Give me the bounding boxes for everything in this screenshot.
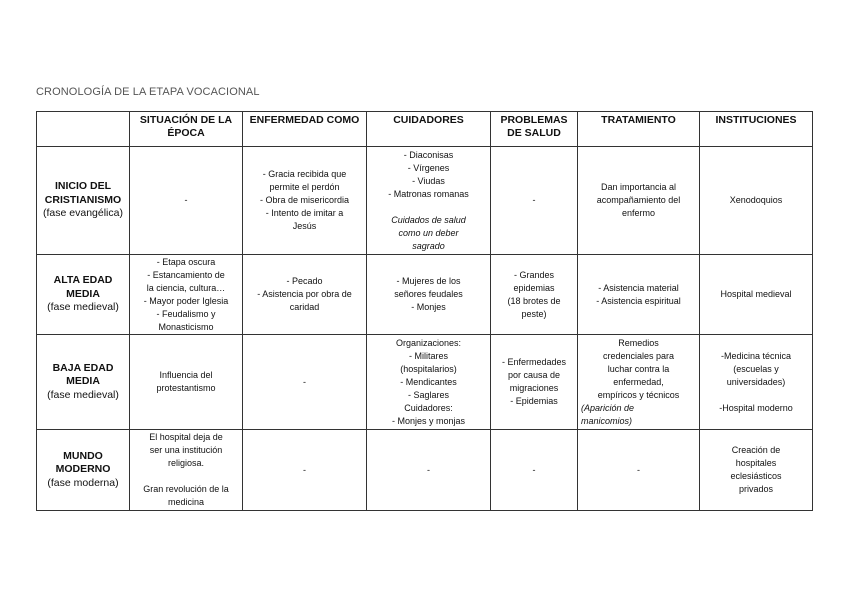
cell-line: - Obra de misericordia: [259, 195, 350, 205]
instituciones-cell: Hospital medieval: [700, 255, 813, 335]
cell-line: - Diaconisas: [403, 149, 454, 160]
cell-line: - Monjes y monjas: [391, 415, 466, 426]
cell-line: - Monjes: [411, 302, 446, 312]
cell-line: luchar contra la: [607, 363, 670, 374]
cell-line: - Enfermedades: [501, 357, 567, 367]
table-row: [37, 147, 813, 255]
situacion-cell: [130, 335, 243, 430]
cell-note-line: sagrado: [412, 240, 445, 251]
cell-line: - Mujeres de los: [396, 276, 461, 286]
cell-line: señores feudales: [394, 289, 463, 299]
cell-line: Jesús: [292, 221, 317, 231]
cell-line: enfermo: [621, 208, 656, 218]
header-empty: [37, 112, 130, 147]
cell-line: (18 brotes de: [507, 295, 561, 306]
situacion-cell: -: [130, 147, 243, 255]
cuidadores-cell: [367, 147, 491, 255]
period-title: INICIO DEL CRISTIANISMO: [44, 180, 122, 206]
header-situacion: SITUACIÓN DE LA ÉPOCA: [130, 112, 243, 147]
cell-line: Dan importancia al: [600, 182, 677, 192]
period-cell: [37, 430, 130, 511]
header-tratamiento: TRATAMIENTO: [578, 112, 700, 147]
problemas-cell: -: [491, 430, 578, 511]
cell-line: - Asistencia por obra de: [257, 289, 352, 299]
period-subtitle: (fase medieval): [47, 388, 119, 401]
chronology-table: [36, 111, 813, 511]
cell-line: - Estancamiento de: [147, 269, 225, 280]
period-subtitle: (fase evangélica): [43, 207, 123, 220]
header-problemas: PROBLEMAS DE SALUD: [491, 112, 578, 147]
tratamiento-cell: [578, 335, 700, 430]
cell-line: -Medicina técnica: [720, 350, 792, 361]
cell-line: la ciencia, cultura…: [146, 282, 226, 293]
cell-line: - Asistencia espiritual: [596, 295, 681, 306]
header-cuidadores: CUIDADORES: [367, 112, 491, 147]
cell-line: (escuelas y: [733, 363, 779, 374]
cell-line: - Epidemias: [510, 396, 558, 406]
cuidadores-cell: -: [367, 430, 491, 511]
cuidadores-cell: [367, 255, 491, 335]
header-instituciones: INSTITUCIONES: [700, 112, 813, 147]
header-enfermedad: ENFERMEDAD COMO: [243, 112, 367, 147]
cell-line: - Intento de imitar a: [265, 208, 344, 218]
situacion-cell: [130, 430, 243, 511]
cell-line: por causa de: [507, 370, 561, 380]
cell-line: permite el perdón: [269, 182, 340, 192]
cell-line: - Mendicantes: [400, 376, 457, 387]
cell-line: peste): [521, 308, 547, 319]
period-cell: [37, 147, 130, 255]
problemas-cell: [491, 335, 578, 430]
cell-line: epidemias: [513, 282, 555, 293]
cell-line: protestantismo: [156, 383, 216, 393]
cell-line: Gran revolución de la: [143, 484, 229, 494]
cell-line: - Gracia recibida que: [262, 169, 347, 179]
cell-line: - Mayor poder Iglesia: [143, 295, 229, 306]
cell-line: privados: [738, 484, 774, 494]
period-title: MUNDO MODERNO: [55, 449, 111, 476]
cell-line: - Saglares: [407, 389, 450, 400]
cell-line: acompañamiento del: [596, 195, 681, 205]
instituciones-cell: Xenodoquios: [700, 147, 813, 255]
cell-line: Cuidadores:: [404, 402, 453, 413]
cell-line: medicina: [167, 497, 205, 507]
enfermedad-cell: [243, 255, 367, 335]
cell-line: Organizaciones:: [395, 337, 462, 348]
cell-line: Remedios: [618, 337, 659, 348]
period-cell: [37, 335, 130, 430]
situacion-cell: [130, 255, 243, 335]
cell-line: - Militares: [408, 350, 448, 361]
cell-line: enfermedad,: [613, 376, 664, 387]
cell-line: - Pecado: [286, 276, 323, 286]
cell-line: - Grandes: [513, 269, 555, 280]
cell-line: Creación de: [731, 445, 781, 455]
cell-line: universidades): [726, 376, 786, 387]
spacer: [703, 389, 809, 402]
cell-line: - Etapa oscura: [156, 256, 216, 267]
cell-line: Influencia del: [159, 370, 213, 380]
table-row: [37, 335, 813, 430]
document-title: CRONOLOGÍA DE LA ETAPA VOCACIONAL: [36, 86, 260, 98]
cell-line: (hospitalarios): [400, 363, 457, 374]
tratamiento-cell: [578, 255, 700, 335]
cell-note-line: Cuidados de salud: [391, 214, 466, 225]
cell-note-line: (Aparición de: [581, 402, 635, 413]
cell-line: - Asistencia material: [598, 282, 679, 293]
table-header-row: [37, 112, 813, 147]
cell-line: caridad: [289, 302, 320, 312]
cell-line: migraciones: [509, 383, 559, 393]
table-row: [37, 430, 813, 511]
cell-line: - Vírgenes: [407, 162, 450, 173]
period-title: BAJA EDAD MEDIA: [52, 361, 114, 388]
period-title: ALTA EDAD MEDIA: [53, 274, 113, 300]
cell-line: -Hospital moderno: [719, 402, 793, 413]
problemas-cell: -: [491, 147, 578, 255]
cell-line: El hospital deja de: [149, 432, 223, 442]
tratamiento-cell: -: [578, 430, 700, 511]
period-cell: [37, 255, 130, 335]
instituciones-cell: [700, 430, 813, 511]
table-row: [37, 255, 813, 335]
enfermedad-cell: -: [243, 335, 367, 430]
period-subtitle: (fase moderna): [47, 476, 119, 489]
cell-line: credenciales para: [602, 350, 675, 361]
period-subtitle: (fase medieval): [47, 301, 119, 314]
cell-note-line: manicomios): [581, 415, 633, 426]
tratamiento-cell: [578, 147, 700, 255]
spacer: [370, 201, 487, 214]
instituciones-cell: [700, 335, 813, 430]
cell-line: religiosa.: [167, 458, 205, 468]
cell-line: - Feudalismo y: [156, 308, 216, 319]
cell-line: eclesiásticos: [730, 471, 782, 481]
spacer: [133, 470, 239, 483]
cell-line: empíricos y técnicos: [597, 389, 680, 400]
enfermedad-cell: [243, 147, 367, 255]
cell-line: - Viudas: [412, 175, 445, 186]
cell-line: ser una institución: [149, 445, 223, 455]
problemas-cell: [491, 255, 578, 335]
cell-line: hospitales: [735, 458, 777, 468]
cell-line: - Matronas romanas: [388, 188, 469, 199]
cell-line: Monasticismo: [158, 321, 214, 332]
cuidadores-cell: [367, 335, 491, 430]
cell-note-line: como un deber: [398, 227, 459, 238]
enfermedad-cell: -: [243, 430, 367, 511]
